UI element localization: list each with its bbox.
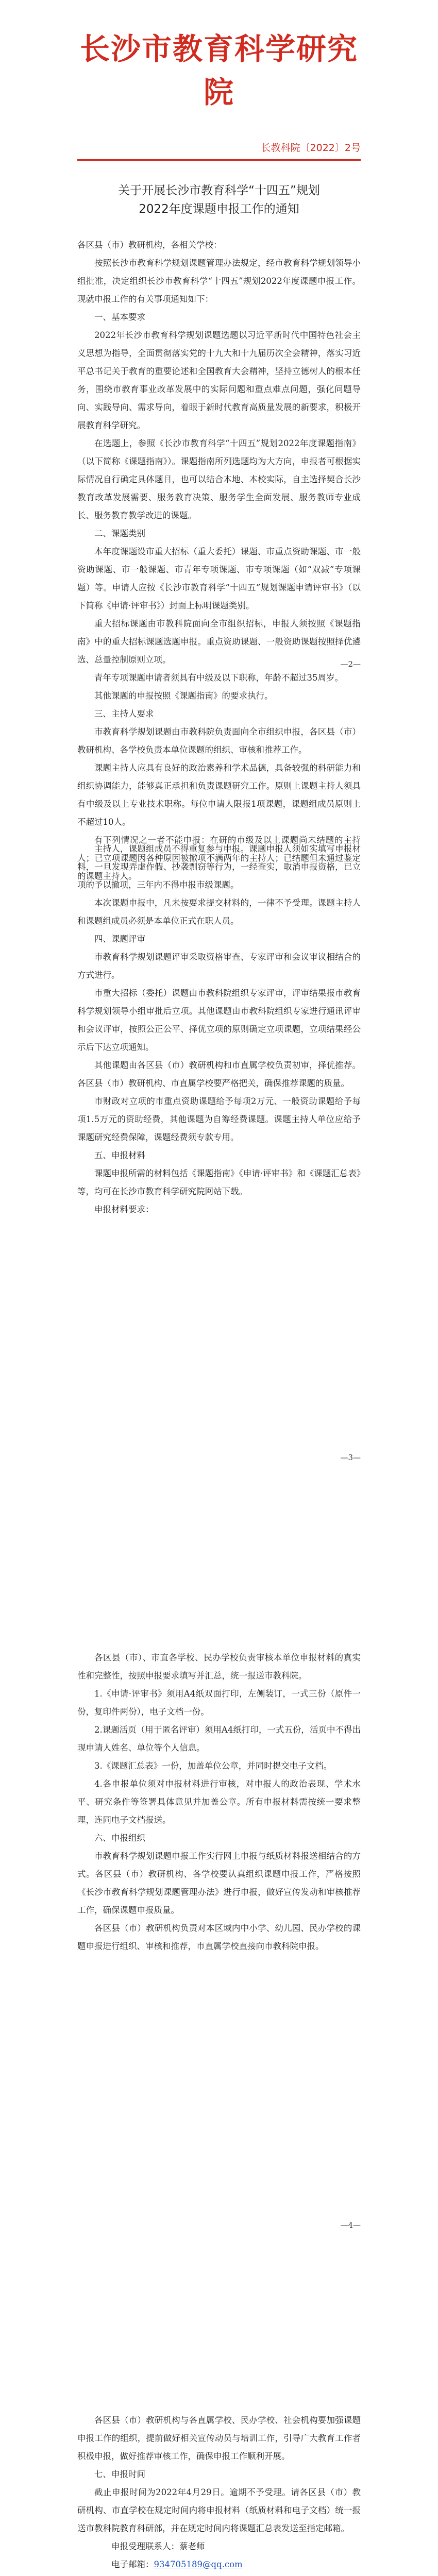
paragraph: 2.课题活页（用于匿名评审）须用A4纸打印，一式五份，活页中不得出现申请人姓名、单位等个人信息。 [77, 1725, 361, 1753]
document-page-3 [0, 1546, 438, 2318]
email-label: 电子邮箱： [111, 2560, 154, 2569]
paragraph: 市教育科学规划课题申报工作实行网上申报与纸质材料报送相结合的方式。各区县（市）教研机构、各学校要认真组织课题申报工作，严格按照《长沙市教育科学规划课题管理办法》进行申报，做好宣传发动和审核推荐工作，确保课题申报质量。 [77, 1851, 361, 1915]
paragraph: 申报材料要求： [94, 1205, 154, 1214]
contact-person: 申报受理联系人：蔡老师 [111, 2541, 205, 2551]
document-title [77, 181, 361, 218]
paragraph: 4.各申报单位须对申报材料进行审核，对申报人的政治表现、学术水平、研究条件等签署具体意见并加盖公章。所有申报材料需按统一要求整理，连同电子文档报送。 [77, 1779, 361, 1825]
red-divider [77, 159, 361, 161]
contact-email-row [111, 2555, 361, 2573]
paragraph: 截止申报时间为2022年4月29日。逾期不予受理。请各区县（市）教研机构、市直学校在规定时间内将申报材料（纸质材料和电子文档）统一报送市教科院教育科研部，并在规定时间内将课题汇总表发送至指定邮箱。 [77, 2487, 361, 2533]
paragraph: 市重大招标（委托）课题由市教科院组织专家评审，评审结果报市教育科学规划领导小组审批后立项。其他课题由市教科院组织专家进行通讯评审和会议评审，按照公正公平、择优立项的原则确定立项课题，立项结果经公示后下达立项通知。 [77, 988, 361, 1052]
paragraph: 主持人，课题组成员不得重复参与申报。课题申报人须如实填写申报材料，一旦发现弄虚作假、抄袭剽窃等行为，一经查实，取消申报资格，已立项的予以撤项，三年内不得申报市级课题。 [77, 844, 361, 890]
paragraph: 市财政对立项的市重点资助课题给予每项2万元、一般资助课题给予每项1.5万元的资助经费，其他课题为自筹经费课题。课题主持人单位应给予课题研究经费保障，课题经费须专款专用。 [77, 1096, 361, 1142]
paragraph: 3.《课题汇总表》一份，加盖单位公章，并同时提交电子文档。 [94, 1761, 332, 1771]
email-link[interactable]: 934705189@qq.com [154, 2560, 243, 2569]
masthead: 长沙市教育科学研究院 [79, 31, 358, 110]
paragraph: 课题申报所需的材料包括《课题指南》《申请·评审书》和《课题汇总表》等，均可在长沙市教育科学研究院网站下载。 [77, 1168, 361, 1196]
page-number: —4— [340, 2221, 361, 2230]
section-heading-6: 六、申报组织 [94, 1833, 145, 1843]
page-number: —3— [340, 1453, 361, 1462]
paragraph: 其他课题的申报按照《课题指南》的要求执行。 [94, 691, 273, 701]
paragraph: 1.《申请·评审书》须用A4纸双面打印，左侧装订，一式三份（原件一份，复印件两份），电子文档一份。 [77, 1689, 361, 1717]
paragraph: 课题主持人应具有良好的政治素养和学术品德，具备较强的科研能力和组织协调能力，能够真正承担和负责课题研究工作。原则上课题主持人须具有中级及以上专业技术职称。每位申请人限报1项课题，课题组成员原则上不超过10人。 [77, 763, 361, 827]
addressee: 各区县（市）教研机构，各相关学校： [77, 240, 222, 250]
section-heading-5: 五、申报材料 [94, 1150, 145, 1160]
document-number: 长教科院〔2022〕2号 [261, 142, 361, 154]
page-number: —2— [340, 659, 361, 669]
paragraph: 各区县（市）教研机构与各直属学校、民办学校、社会机构要加强课题申报工作的组织，提前做好相关宣传动员与培训工作，引导广大教育工作者积极申报，做好推荐审核工作，确保申报工作顺利开展。 [77, 2415, 361, 2461]
paragraph: 其他课题由各区县（市）教研机构和市直属学校负责初审，择优推荐。各区县（市）教研机构、市直属学校要严格把关，确保推荐课题的质量。 [77, 1060, 361, 1088]
paragraph: 2022年长沙市教育科学规划课题选题以习近平新时代中国特色社会主义思想为指导，全面贯彻落实党的十九大和十九届历次全会精神，落实习近平总书记关于教育的重要论述和全国教育大会精神，坚持立德树人的根本任务，围绕市教育事业改革发展中的实际问题和重点难点问题，强化问题导向、实践导向、需求导向，着眼于新时代教育高质量发展的新要求，积极开展教育科学研究。 [77, 330, 361, 430]
paragraph: 在选题上，参照《长沙市教育科学“十四五”规划2022年度课题指南》（以下简称《课题指南》）。课题指南所列选题均为大方向，申报者可根据实际情况自行确定具体题目，也可以结合本地、本校实际，自主选择契合长沙教育改革发展需要、服务教育决策、服务学生全面发展、服务教师专业成长、服务教育教学改进的课题。 [77, 438, 361, 520]
paragraph: 青年专项课题申请者须具有中级及以下职称，年龄不超过35周岁。 [94, 673, 343, 683]
title-line-1: 关于开展长沙市教育科学“十四五”规划 [118, 184, 320, 197]
paragraph: 有下列情况之一者不能申报：在研的市级及以上课题尚未结题的主持人；已立项课题因各种原因被撤项不满两年的主持人；已结题但未通过鉴定的课题主持人。 [77, 835, 361, 881]
paragraph: 市教育科学规划课题评审采取资格审查、专家评审和会议审议相结合的方式进行。 [77, 952, 361, 980]
intro-paragraph: 按照长沙市教育科学规划课题管理办法规定，经市教育科学规划领导小组批准，决定组织长沙市教育科学“十四五”规划2022年度课题申报工作。现就申报工作的有关事项通知如下： [77, 258, 361, 304]
section-heading-4: 四、课题评审 [94, 934, 145, 944]
paragraph: 各区县（市）教研机构负责对本区域内中小学、幼儿园、民办学校的课题申报进行组织、审核和推荐，市直属学校直接向市教科院申报。 [77, 1923, 361, 1951]
section-heading-2: 二、课题类别 [94, 529, 145, 538]
paragraph: 重大招标课题由市教科院面向全市组织招标，申报人须按照《课题指南》中的重大招标课题选题申报。重点资助课题、一般资助课题按照择优遴选、总量控制原则立项。 [77, 619, 361, 665]
title-line-2: 2022年度课题申报工作的通知 [139, 202, 299, 216]
section-heading-7: 七、申报时间 [94, 2469, 145, 2479]
document-page-4 [0, 2318, 438, 2576]
paragraph: 本次课题申报中，凡未按要求提交材料的，一律不予受理。课题主持人和课题组成员必须是本单位正式在职人员。 [77, 898, 361, 926]
contact-phone [111, 2573, 361, 2576]
section-heading-3: 三、主持人要求 [94, 709, 154, 719]
paragraph: 各区县（市）、市直各学校、民办学校负责审核本单位申报材料的真实性和完整性，按照申报要求填写并汇总，统一报送市教科院。 [77, 1653, 361, 1681]
paragraph: 市教育科学规划课题由市教科院负责面向全市组织申报，各区县（市）教研机构、各学校负责本单位课题的组织、审核和推荐工作。 [77, 727, 361, 755]
document-page-2 [0, 773, 438, 1546]
section-heading-1: 一、基本要求 [94, 312, 145, 322]
paragraph: 本年度课题设市重大招标（重大委托）课题、市重点资助课题、市一般资助课题、市一般课题、市青年专项课题、市专项课题（如“双减”专项课题）等。申请人应按《长沙市教育科学“十四五”规划课题申请评审书》（以下简称《申请·评审书》）封面上标明课题类别。 [77, 547, 361, 611]
